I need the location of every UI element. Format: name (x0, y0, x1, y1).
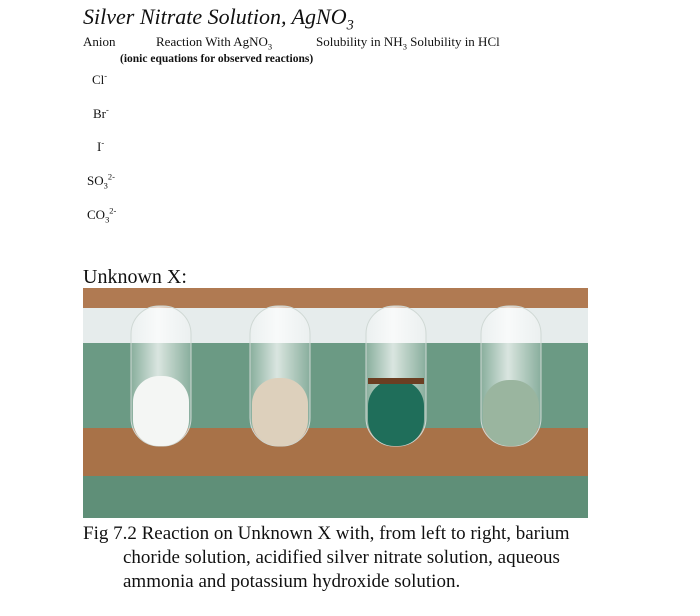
test-tubes-photo (83, 288, 588, 518)
header-reaction: Reaction With AgNO$_3$ (156, 34, 273, 52)
tube-3-surface (368, 378, 424, 384)
tube-3-liquid (368, 380, 424, 446)
caption-line-2: choride solution, acidified silver nitrate solution, aqueous (123, 547, 560, 568)
anion-chloride: Cl- (92, 70, 108, 87)
tube-2-liquid (252, 378, 308, 446)
caption-line-1: Fig 7.2 Reaction on Unknown X with, from left to right, barium (83, 523, 570, 544)
tube-1-liquid (133, 376, 189, 446)
header-anion: Anion (83, 34, 116, 49)
anion-iodide: I- (97, 137, 105, 154)
photo-wood-bar (83, 288, 588, 308)
subheader: (ionic equations for observed reactions) (120, 53, 314, 65)
tube-4-liquid (483, 380, 539, 446)
anion-carbonate: $CO_3^{2-}$ (87, 205, 117, 225)
anion-sulfite: $SO_3^{2-}$ (87, 171, 115, 191)
section-heading: Unknown X: (83, 266, 187, 288)
caption-line-3: ammonia and potassium hydroxide solution. (123, 571, 461, 592)
anion-bromide: Br- (93, 104, 109, 121)
header-solubility: Solubility in $NH_3$ Solubility in HCl (316, 34, 500, 52)
figure-caption (83, 522, 643, 594)
page-title: Silver Nitrate Solution, AgNO$_3$ (83, 4, 354, 34)
photo-bench-front (83, 473, 588, 518)
